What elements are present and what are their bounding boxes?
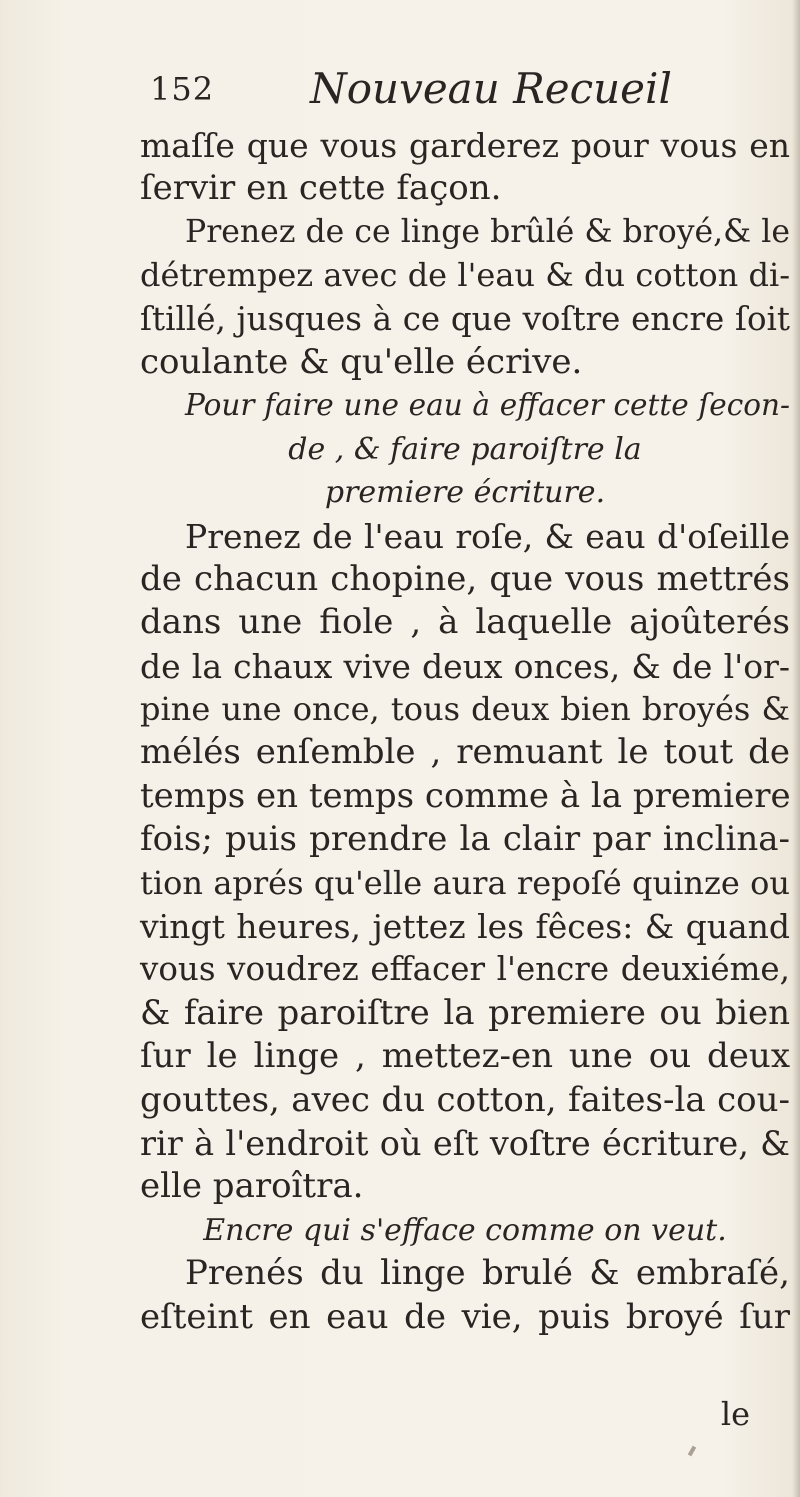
text-line: gouttes, avec du cotton, faites-la cou- xyxy=(140,1079,790,1120)
text-line: ſtillé, jusques à ce que voſtre encre ſoit xyxy=(140,299,790,338)
text-line: Prenez de ce linge brûlé & broyé,& le xyxy=(185,213,790,250)
catchword: le xyxy=(720,1395,750,1433)
section-heading: de , & faire paroiſtre la xyxy=(288,431,642,467)
page-number: 152 xyxy=(150,70,215,108)
section-heading: Encre qui s'efface comme on veut. xyxy=(203,1212,727,1248)
text-line: Prenés du linge brulé & embraſé, xyxy=(185,1253,790,1294)
text-line: dans une fiole , à laquelle ajoûterés xyxy=(140,602,790,643)
text-line: mélés enſemble , remuant le tout de xyxy=(140,732,790,773)
running-title: Nouveau Recueil xyxy=(310,64,672,113)
body-text xyxy=(140,124,790,1339)
text-line: vous voudrez effacer l'encre deuxiéme, xyxy=(140,950,790,989)
text-line: elle paroîtra. xyxy=(140,1166,364,1207)
text-line: eſteint en eau de vie, puis broyé ſur xyxy=(140,1296,790,1337)
page-header xyxy=(140,64,780,114)
text-line: ſervir en cette façon. xyxy=(140,168,502,209)
text-line: fois; puis prendre la clair par inclina- xyxy=(140,819,790,860)
text-line: & faire paroiſtre la premiere ou bien xyxy=(140,992,790,1033)
page-edge-shadow xyxy=(792,0,800,1497)
text-line: détrempez avec de l'eau & du cotton di- xyxy=(140,256,790,295)
text-line: temps en temps comme à la premiere xyxy=(140,775,791,816)
text-line: coulante & qu'elle écrive. xyxy=(140,341,583,382)
text-line: Prenez de l'eau roſe, & eau d'oſeille xyxy=(185,516,790,556)
text-line: maſſe que vous garderez pour vous en xyxy=(140,126,790,165)
section-heading: premiere écriture. xyxy=(324,475,606,511)
text-line: de chacun chopine, que vous mettrés xyxy=(140,558,790,599)
ink-speck xyxy=(688,1446,696,1457)
text-line: vingt heures, jettez les fêces: & quand xyxy=(140,907,790,947)
text-line: de la chaux vive deux onces, & de l'or- xyxy=(140,646,790,686)
text-line: rir à l'endroit où eſt voſtre écriture, & xyxy=(140,1123,790,1163)
section-heading: Pour faire une eau à effacer cette ſecon- xyxy=(185,388,790,423)
text-line: pine une once, tous deux bien broyés & xyxy=(140,690,790,729)
text-line: ſur le linge , mettez-en une ou deux xyxy=(140,1036,790,1077)
text-line: tion aprés qu'elle aura repoſé quinze ou xyxy=(140,863,790,902)
